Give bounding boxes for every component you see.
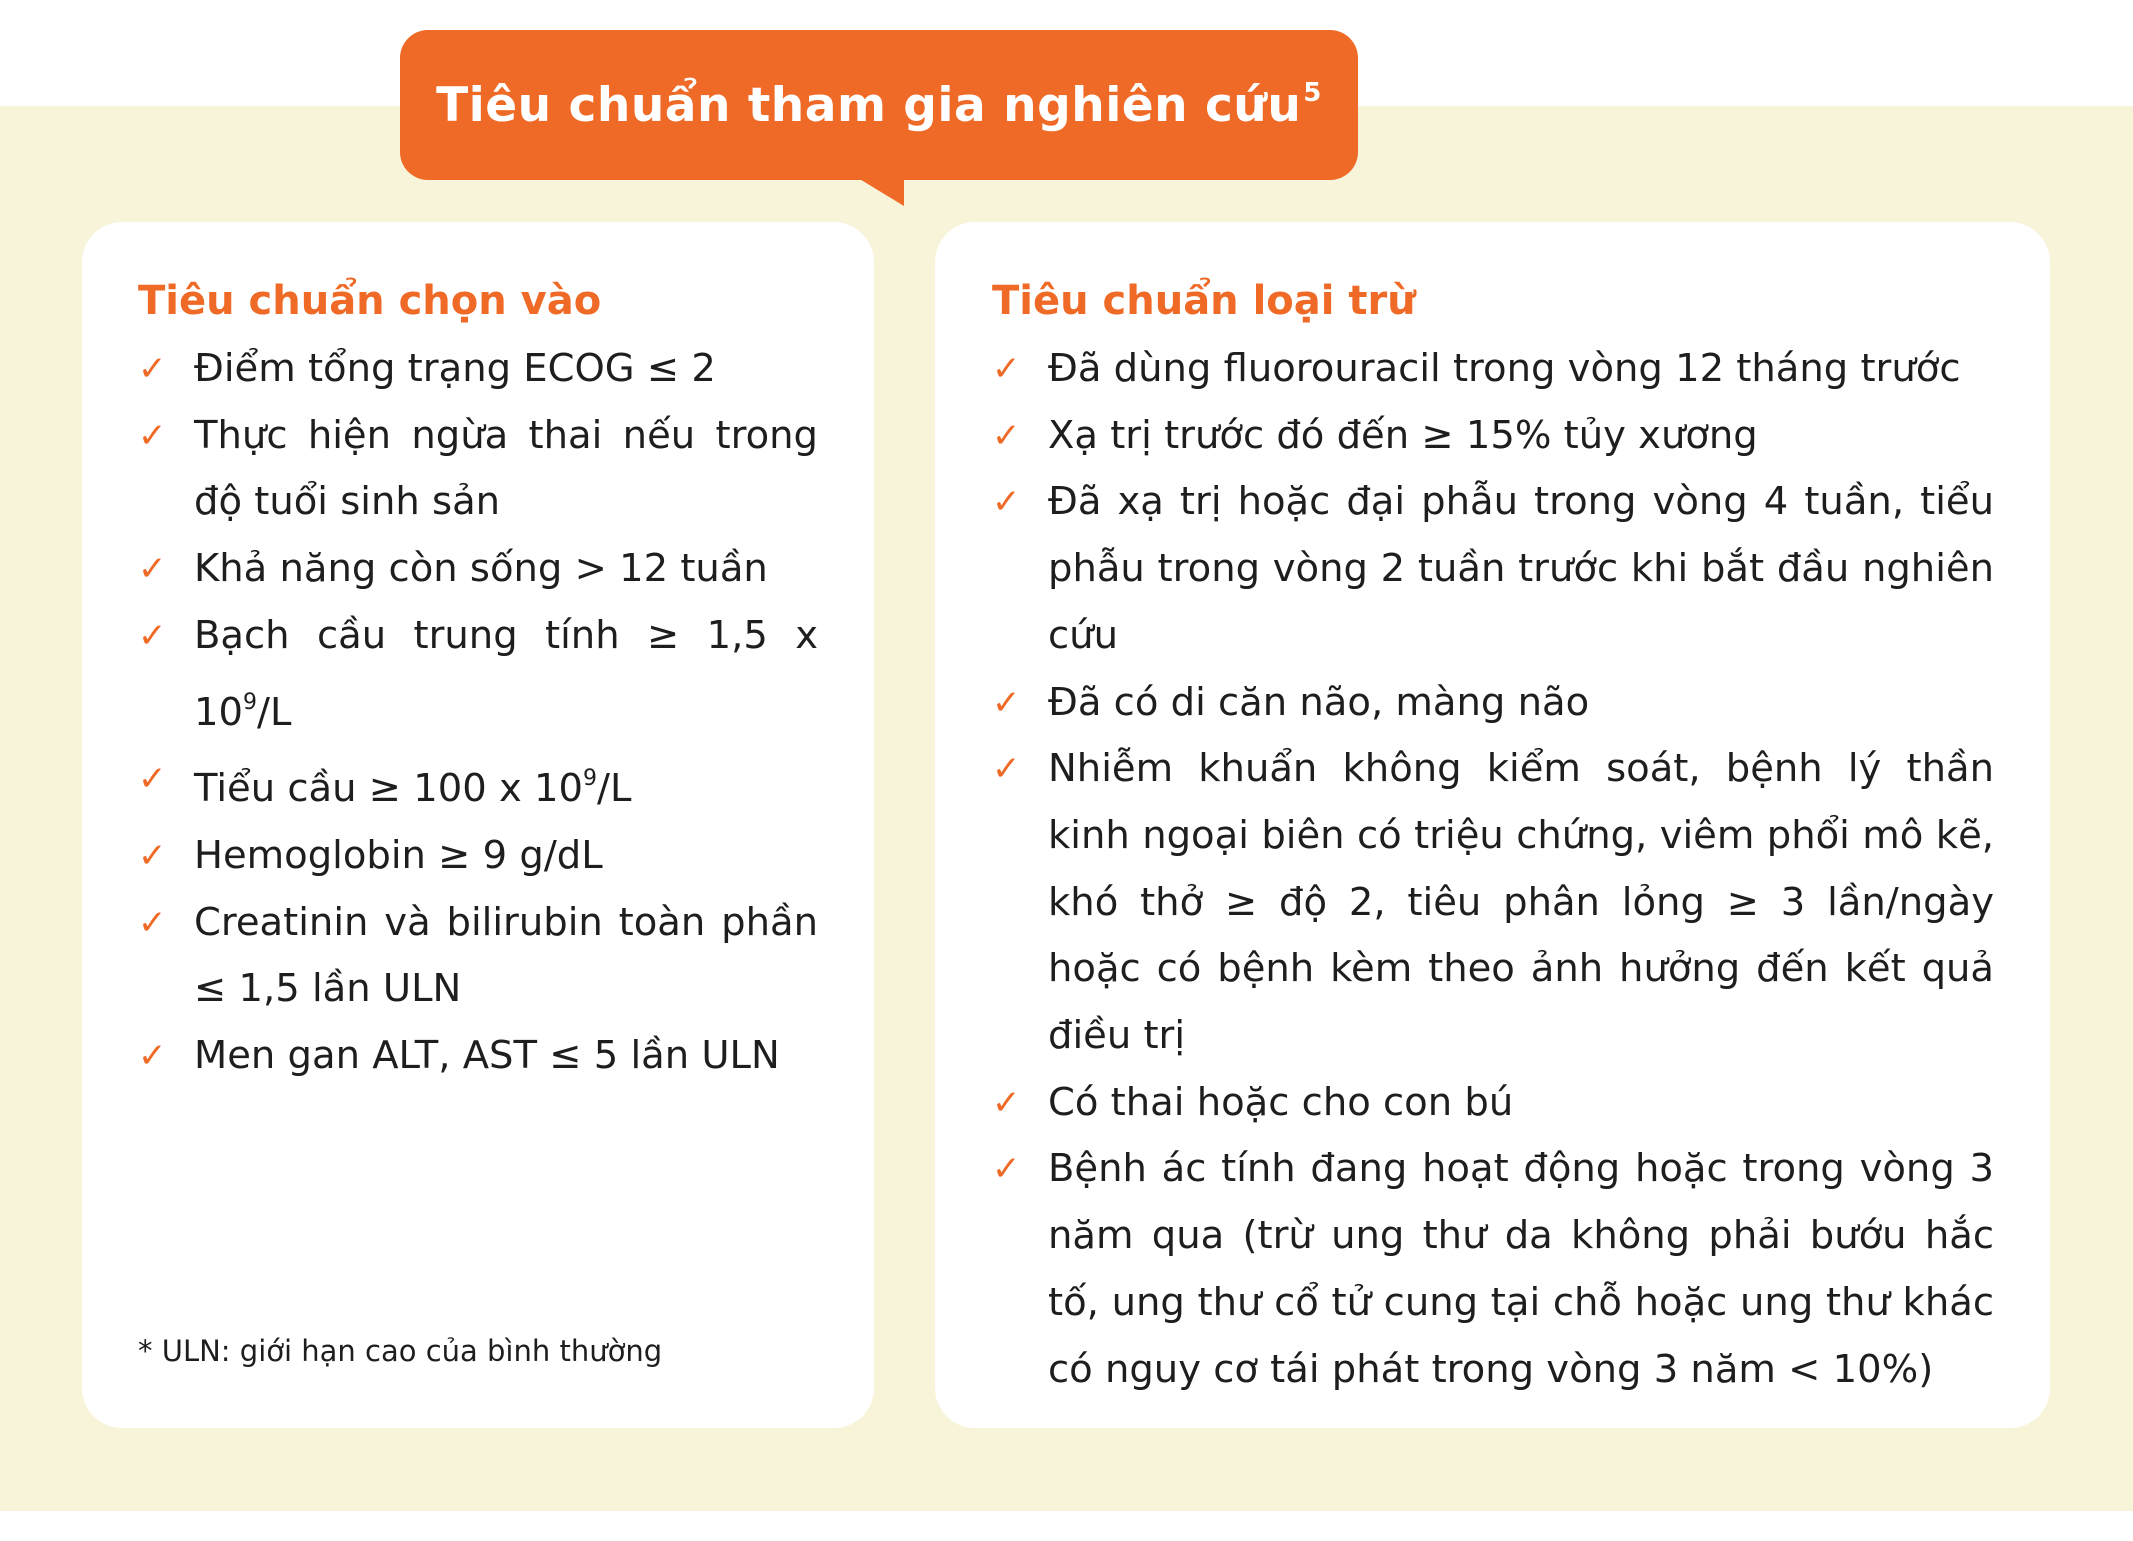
list-item-text: Có thai hoặc cho con bú xyxy=(1048,1079,1514,1125)
title-banner-tail xyxy=(858,178,904,206)
list-item-text xyxy=(194,613,818,735)
list-item xyxy=(992,1136,1994,1403)
list-item-text-part: /L xyxy=(597,766,632,812)
inclusion-heading: Tiêu chuẩn chọn vào xyxy=(138,278,602,324)
list-item-text: Điểm tổng trạng ECOG ≤ 2 xyxy=(194,346,716,391)
inclusion-list xyxy=(138,336,818,1090)
list-item xyxy=(992,670,1994,737)
list-item-text: Xạ trị trước đó đến ≥ 15% tủy xương xyxy=(1048,412,1758,458)
inclusion-criteria-card xyxy=(82,222,874,1428)
list-item-text: Thực hiện ngừa thai nếu trong độ tuổi sinh sản xyxy=(194,412,818,525)
title-banner xyxy=(400,30,1358,180)
list-item xyxy=(138,403,818,536)
page-title-text: Tiêu chuẩn tham gia nghiên cứu xyxy=(436,77,1302,133)
list-item-text-part: /L xyxy=(257,689,292,735)
reference-superscript: 5 xyxy=(1303,77,1322,108)
exponent-superscript: 9 xyxy=(583,766,597,792)
exclusion-heading: Tiêu chuẩn loại trừ xyxy=(992,278,1416,324)
list-item-text-part: Tiểu cầu ≥ 100 x 10 xyxy=(194,766,583,812)
footnote: * ULN: giới hạn cao của bình thường xyxy=(138,1334,663,1368)
list-item xyxy=(138,336,818,403)
check-icon: ✓ xyxy=(992,415,1021,456)
exponent-superscript: 9 xyxy=(243,689,257,715)
list-item-text: Men gan ALT, AST ≤ 5 lần ULN xyxy=(194,1033,780,1079)
check-icon: ✓ xyxy=(138,1036,167,1077)
check-icon: ✓ xyxy=(138,415,167,456)
list-item-text: Hemoglobin ≥ 9 g/dL xyxy=(194,832,603,878)
check-icon: ✓ xyxy=(138,902,167,943)
list-item xyxy=(138,603,818,746)
list-item-text-part: Bạch cầu trung tính ≥ 1,5 x 10 xyxy=(194,612,818,735)
check-icon: ✓ xyxy=(992,349,1021,389)
list-item-text: Đã xạ trị hoặc đại phẫu trong vòng 4 tuần, tiểu phẫu trong vòng 2 tuần trước khi bắt đầu nghiên cứu xyxy=(1048,479,1994,658)
list-item xyxy=(138,746,818,823)
check-icon: ✓ xyxy=(138,835,167,876)
page-title xyxy=(436,78,1322,133)
list-item xyxy=(992,1070,1994,1137)
list-item-text: Nhiễm khuẩn không kiểm soát, bệnh lý thần kinh ngoại biên có triệu chứng, viêm phổi mô kẽ, khó thở ≥ độ 2, tiêu phân lỏng ≥ 3 lần/ngày hoặc có bệnh kèm theo ảnh hưởng đến kết quả điều trị xyxy=(1048,746,1994,1059)
check-icon: ✓ xyxy=(992,749,1021,790)
list-item xyxy=(992,336,1994,403)
list-item xyxy=(138,1023,818,1090)
exclusion-criteria-card xyxy=(935,222,2050,1428)
list-item-text: Đã có di căn não, màng não xyxy=(1048,679,1590,725)
list-item-text: Khả năng còn sống > 12 tuần xyxy=(194,546,768,592)
list-item-text: Creatinin và bilirubin toàn phần ≤ 1,5 lần ULN xyxy=(194,899,818,1012)
check-icon: ✓ xyxy=(138,759,167,800)
check-icon: ✓ xyxy=(138,349,167,389)
list-item-text: Đã dùng fluorouracil trong vòng 12 tháng trước xyxy=(1048,346,1961,391)
list-item-text: Bệnh ác tính đang hoạt động hoặc trong vòng 3 năm qua (trừ ung thư da không phải bướu hắc tố, ung thư cổ tử cung tại chỗ hoặc ung thư khác có nguy cơ tái phát trong vòng 3 năm < 10%) xyxy=(1048,1146,1994,1392)
check-icon: ✓ xyxy=(992,1149,1021,1190)
check-icon: ✓ xyxy=(138,549,167,590)
check-icon: ✓ xyxy=(992,482,1021,523)
exclusion-list xyxy=(992,336,1994,1403)
check-icon: ✓ xyxy=(138,615,167,656)
list-item xyxy=(138,823,818,890)
list-item xyxy=(992,403,1994,470)
check-icon: ✓ xyxy=(992,682,1021,723)
list-item xyxy=(992,469,1994,669)
list-item-text xyxy=(194,766,631,811)
list-item xyxy=(992,736,1994,1070)
check-icon: ✓ xyxy=(992,1082,1021,1123)
list-item xyxy=(138,536,818,603)
list-item xyxy=(138,890,818,1023)
